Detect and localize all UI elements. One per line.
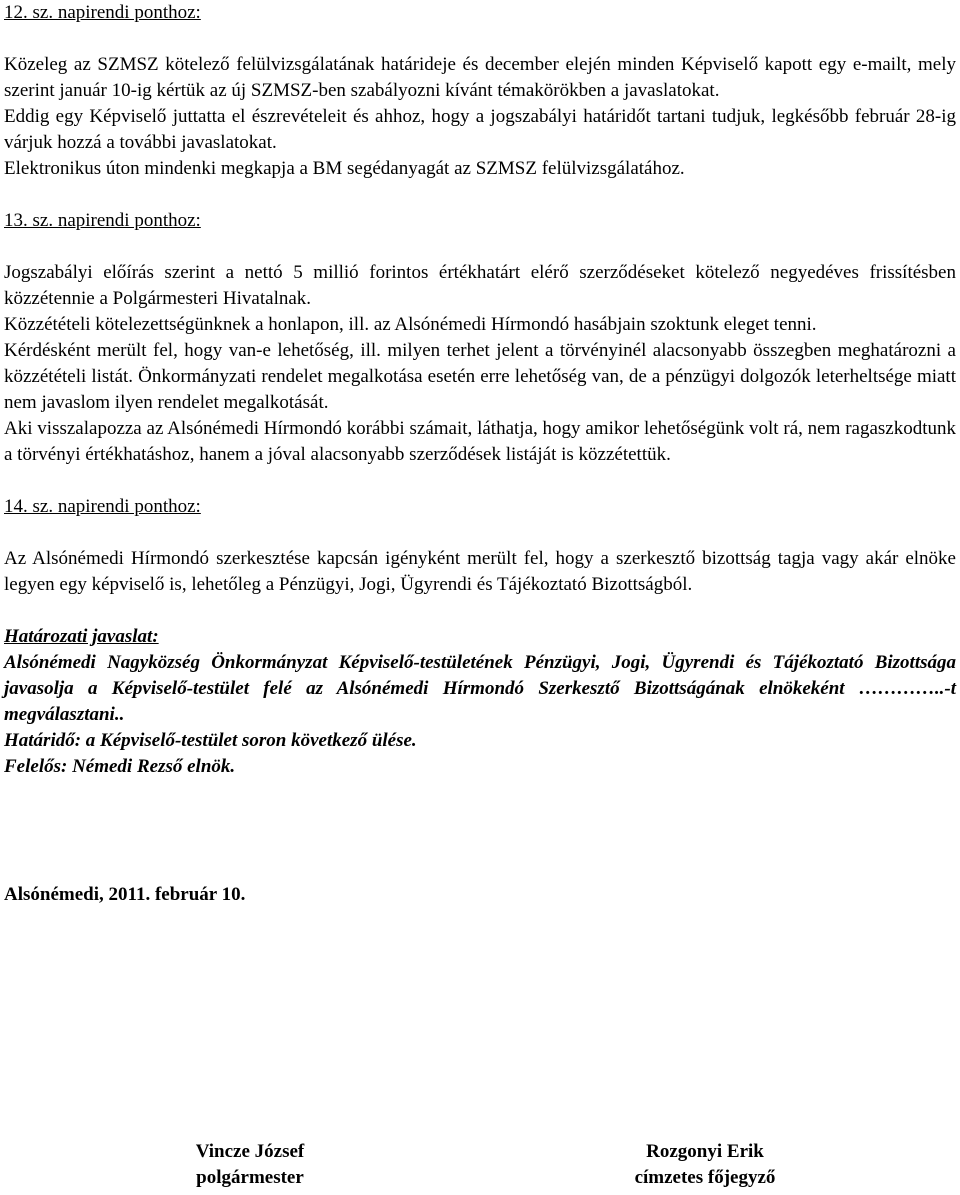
agenda-12-heading: 12. sz. napirendi ponthoz: bbox=[4, 2, 201, 23]
resolution-proposal-text: Alsónémedi Nagyközség Önkormányzat Képviselő-testületének Pénzügyi, Jogi, Ügyrendi és Tájékoztató Bizottsága javasolja a Képviselő-testület felé az Alsónémedi Hírmondó Szerkesztő Bizottságának elnökeként …………..-t megválasztani.. bbox=[4, 652, 956, 725]
document-page bbox=[4, 0, 956, 908]
resolution-responsible: Felelős: Némedi Rezső elnök. bbox=[4, 756, 236, 777]
agenda-13-heading: 13. sz. napirendi ponthoz: bbox=[4, 210, 201, 231]
signatory-title: címzetes főjegyző bbox=[634, 1167, 776, 1188]
signatory-title: polgármester bbox=[196, 1167, 304, 1188]
signature-block bbox=[0, 1139, 952, 1195]
signature-notary bbox=[610, 1139, 800, 1191]
agenda-12-paragraph-1: Közeleg az SZMSZ kötelező felülvizsgálatának határideje és december elején minden Képviselő kapott egy e-mailt, mely szerint január 10-ig kértük az új SZMSZ-ben szabályozni kívánt témakörökben a javaslatokat. bbox=[4, 54, 956, 101]
agenda-14-heading: 14. sz. napirendi ponthoz: bbox=[4, 496, 201, 517]
signatory-name: Rozgonyi Erik bbox=[646, 1141, 764, 1162]
agenda-13-paragraph-3: Kérdésként merült fel, hogy van-e lehetőség, ill. milyen terhet jelent a törvényinél alacsonyabb összegben meghatározni a közzétételi listát. Önkormányzati rendelet megalkotása esetén erre lehetőség van, de a pénzügyi dolgozók leterheltsége miatt nem javaslom ilyen rendelet megalkotását. bbox=[4, 340, 956, 413]
signature-mayor bbox=[180, 1139, 320, 1191]
resolution-proposal-label: Határozati javaslat: bbox=[4, 626, 159, 647]
agenda-14-paragraph-1: Az Alsónémedi Hírmondó szerkesztése kapcsán igényként merült fel, hogy a szerkesztő bizottság tagja vagy akár elnöke legyen egy képviselő is, lehetőleg a Pénzügyi, Jogi, Ügyrendi és Tájékoztató Bizottságból. bbox=[4, 548, 956, 595]
agenda-13-paragraph-2: Közzétételi kötelezettségünknek a honlapon, ill. az Alsónémedi Hírmondó hasábjain szoktunk eleget tenni. bbox=[4, 314, 817, 335]
resolution-deadline: Határidő: a Képviselő-testület soron következő ülése. bbox=[4, 730, 417, 751]
signatory-name: Vincze József bbox=[195, 1141, 305, 1162]
agenda-13-paragraph-1: Jogszabályi előírás szerint a nettó 5 millió forintos értékhatárt elérő szerződéseket kötelező negyedéves frissítésben közzétennie a Polgármesteri Hivatalnak. bbox=[4, 262, 956, 309]
agenda-12-paragraph-2: Eddig egy Képviselő juttatta el észrevételeit és ahhoz, hogy a jogszabályi határidőt tartani tudjuk, legkésőbb február 28-ig várjuk hozzá a további javaslatokat. bbox=[4, 106, 956, 153]
agenda-12-paragraph-3: Elektronikus úton mindenki megkapja a BM segédanyagát az SZMSZ felülvizsgálatához. bbox=[4, 158, 685, 179]
date-line: Alsónémedi, 2011. február 10. bbox=[4, 884, 246, 905]
agenda-13-paragraph-4: Aki visszalapozza az Alsónémedi Hírmondó korábbi számait, láthatja, hogy amikor lehetőségünk volt rá, nem ragaszkodtunk a törvényi értékhatáshoz, hanem a jóval alacsonyabb szerződések listáját is közzétettük. bbox=[4, 418, 956, 465]
